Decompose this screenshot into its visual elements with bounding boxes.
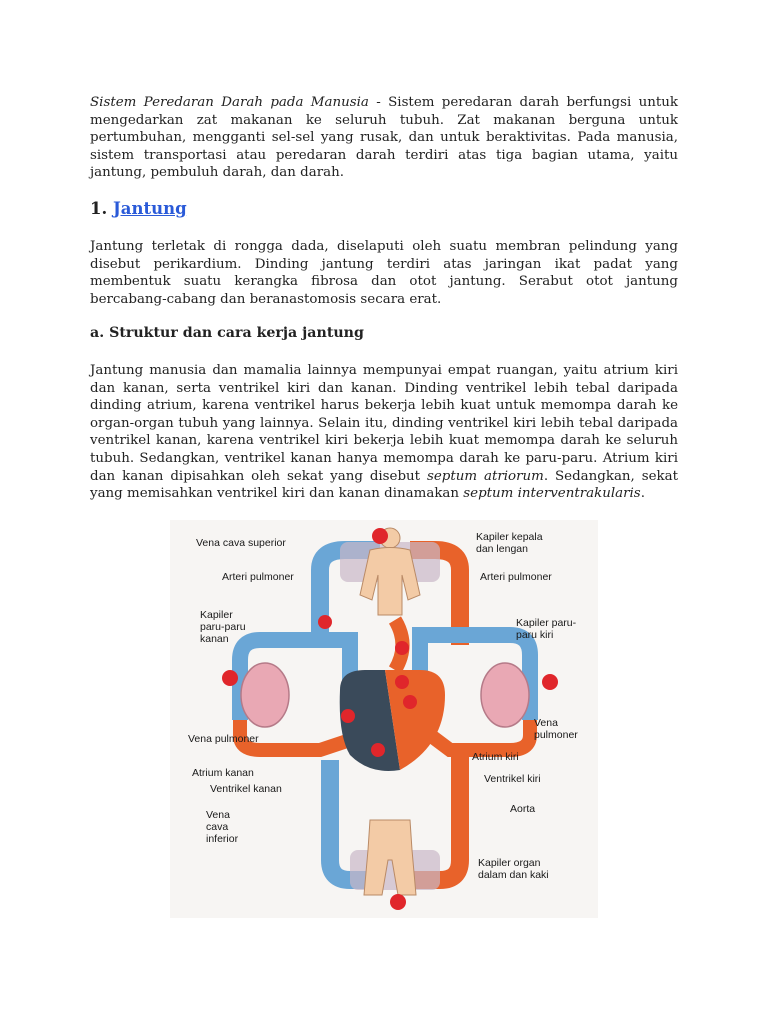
structure-text-1: Jantung manusia dan mamalia lainnya mempunyai empat ruangan, yaitu atrium kiri dan kanan, serta ventrikel kiri dan kanan. Dinding ventrikel lebih tebal daripada dinding atrium, karena ventrikel harus bekerja lebih kuat untuk memompa darah ke organ-organ tubuh yang lainnya. Selain itu, dinding ventrikel kiri lebih tebal daripada ventrikel kanan, karena ventrikel kiri bekerja lebih kuat memompa darah ke seluruh tubuh. Sedangkan, ventrikel kanan hanya memompa darah ke paru-paru. Atrium kiri dan kanan dipisahkan oleh sekat yang disebut bbox=[90, 363, 678, 484]
label-vena-cava-inferior-2: cava bbox=[206, 821, 229, 833]
term-septum-atriorum: septum atriorum bbox=[426, 468, 544, 484]
label-aorta: Aorta bbox=[510, 803, 536, 815]
left-lung bbox=[481, 663, 529, 727]
structure-text-3: . bbox=[640, 486, 645, 502]
right-lung bbox=[241, 663, 289, 727]
term-septum-interventrakularis: septum interventrakularis bbox=[463, 486, 641, 502]
label-kapiler-paru-kiri-2: paru kiri bbox=[516, 629, 554, 641]
intro-title: Sistem Peredaran Darah pada Manusia bbox=[90, 95, 369, 110]
label-kapiler-paru-kanan-3: kanan bbox=[200, 633, 229, 645]
label-ventrikel-kiri: Ventrikel kiri bbox=[484, 773, 541, 785]
circulatory-diagram-svg bbox=[170, 520, 598, 918]
intro-text: Sistem peredaran darah berfungsi untuk mengedarkan zat makanan ke seluruh tubuh. Zat makanan berguna untuk pertumbuhan, mengganti sel-sel yang rusak, dan untuk beraktivitas. Pada manusia, sistem transportasi atau peredaran darah terdiri atas tiga bagian utama, yaitu jantung, pembuluh darah, dan darah. bbox=[90, 95, 678, 181]
structure-text-2: . Sedangkan, sekat yang memisahkan ventrikel kiri dan kanan dinamakan bbox=[90, 468, 679, 502]
label-vena-pulmoner-right-2: pulmoner bbox=[534, 729, 578, 741]
label-vena-cava-inferior-3: inferior bbox=[206, 833, 239, 845]
label-ventrikel-kanan: Ventrikel kanan bbox=[210, 783, 282, 795]
jantung-paragraph: Jantung terletak di rongga dada, diselaputi oleh suatu membran pelindung yang disebut perikardium. Dinding jantung terdiri atas jaringan ikat padat yang membentuk suatu kerangka fibrosa dan otot jantung. Serabut otot jantung bercabang-cabang dan beranastomosis secara erat. bbox=[90, 239, 678, 307]
label-arteri-pulmoner-right: Arteri pulmoner bbox=[480, 571, 552, 583]
label-kapiler-organ-1: Kapiler organ bbox=[478, 857, 541, 869]
label-atrium-kanan: Atrium kanan bbox=[192, 767, 254, 779]
section-heading-jantung bbox=[90, 199, 187, 218]
intro-separator: - bbox=[368, 95, 389, 110]
label-vena-pulmoner-left: Vena pulmoner bbox=[188, 733, 259, 745]
subsection-heading: a. Struktur dan cara kerja jantung bbox=[90, 325, 364, 341]
label-kapiler-kepala-1: Kapiler kepala bbox=[476, 531, 543, 543]
label-vena-cava-inferior-1: Vena bbox=[206, 809, 230, 821]
label-kapiler-paru-kiri-1: Kapiler paru- bbox=[516, 617, 577, 629]
label-kapiler-paru-kanan-2: paru-paru bbox=[200, 621, 246, 633]
structure-paragraph bbox=[90, 362, 678, 503]
label-arteri-pulmoner-left: Arteri pulmoner bbox=[222, 571, 294, 583]
section-number: 1. bbox=[90, 199, 113, 218]
label-vena-pulmoner-right-1: Vena bbox=[534, 717, 558, 729]
label-vena-cava-superior: Vena cava superior bbox=[196, 537, 286, 549]
jantung-link[interactable]: Jantung bbox=[112, 199, 187, 218]
label-kapiler-paru-kanan-1: Kapiler bbox=[200, 609, 233, 621]
label-kapiler-kepala-2: dan lengan bbox=[476, 543, 528, 555]
intro-paragraph bbox=[90, 94, 678, 182]
label-kapiler-organ-2: dalam dan kaki bbox=[478, 869, 549, 881]
circulatory-diagram bbox=[170, 520, 598, 918]
label-atrium-kiri: Atrium kiri bbox=[472, 751, 519, 763]
